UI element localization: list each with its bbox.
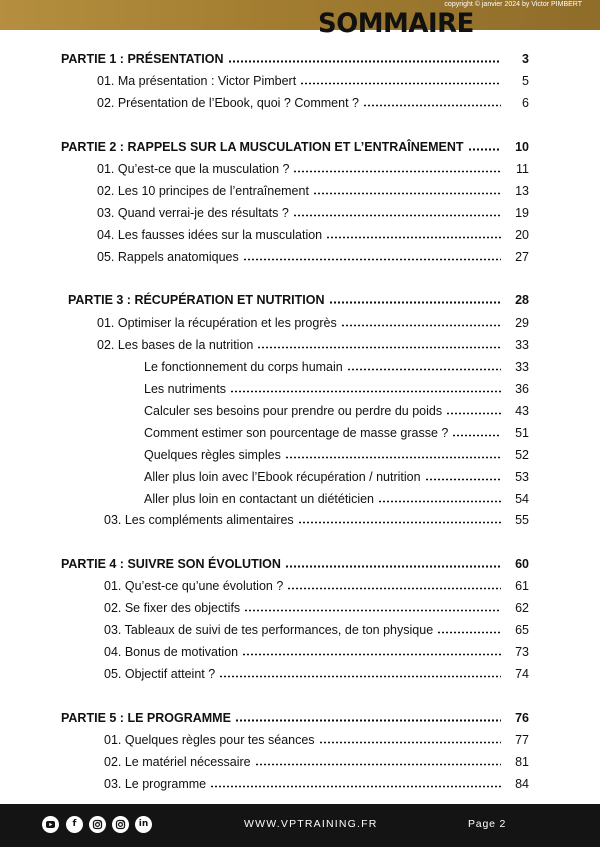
toc-page-number: 3 (522, 52, 529, 66)
toc-item-row[interactable] (104, 578, 501, 594)
toc-page-number: 53 (515, 470, 529, 484)
dot-leader (378, 500, 501, 503)
toc-page-number: 33 (515, 338, 529, 352)
website-link[interactable]: WWW.VPTRAINING.FR (244, 818, 378, 830)
dot-leader (298, 521, 501, 524)
instagram-icon[interactable] (112, 816, 129, 833)
toc-entry-label: 03. Tableaux de suivi de tes performances, de ton physique (104, 623, 434, 637)
toc-entry-label: 03. Le programme (104, 777, 207, 791)
linkedin-icon[interactable]: in (135, 816, 152, 833)
toc-entry-label: Aller plus loin avec l’Ebook récupération / nutrition (144, 470, 421, 484)
toc-entry-label: 01. Ma présentation : Victor Pimbert (97, 74, 297, 88)
instagram-icon[interactable] (89, 816, 106, 833)
dot-leader (329, 301, 502, 304)
toc-entry-label: Les nutriments (144, 382, 226, 396)
toc-page-number: 28 (515, 293, 529, 307)
toc-item-row[interactable] (97, 249, 501, 265)
dot-leader (347, 368, 501, 371)
header-bar (0, 0, 600, 30)
dot-leader (468, 148, 501, 151)
dot-leader (230, 390, 501, 393)
toc-entry-label: Aller plus loin en contactant un diététicien (144, 492, 375, 506)
copyright-notice: copyright © janvier 2024 by Victor PIMBERT (444, 1, 582, 8)
toc-entry-label: 01. Quelques règles pour tes séances (104, 733, 315, 747)
toc-part-row[interactable] (61, 556, 501, 572)
toc-entry-label: PARTIE 5 : LE PROGRAMME (61, 711, 231, 725)
toc-entry-label: 05. Objectif atteint ? (104, 667, 216, 681)
dot-leader (446, 412, 501, 415)
toc-entry-label: 01. Qu’est-ce que la musculation ? (97, 162, 290, 176)
toc-page-number: 76 (515, 711, 529, 725)
toc-item-row[interactable] (104, 622, 501, 638)
toc-entry-label: 04. Les fausses idées sur la musculation (97, 228, 323, 242)
toc-page-number: 51 (515, 426, 529, 440)
dot-leader (257, 346, 501, 349)
toc-item-row[interactable] (97, 95, 501, 111)
toc-page-number: 77 (515, 733, 529, 747)
dot-leader (326, 236, 501, 239)
toc-entry-label: Quelques règles simples (144, 448, 281, 462)
facebook-icon[interactable]: f (66, 816, 83, 833)
toc-entry-label: Le fonctionnement du corps humain (144, 360, 343, 374)
toc-entry-label: 02. Les bases de la nutrition (97, 338, 254, 352)
dot-leader (255, 763, 501, 766)
toc-entry-label: 02. Le matériel nécessaire (104, 755, 251, 769)
toc-page-number: 84 (515, 777, 529, 791)
toc-item-row[interactable] (104, 512, 501, 528)
toc-item-row[interactable] (97, 315, 501, 331)
toc-page-number: 74 (515, 667, 529, 681)
dot-leader (287, 587, 501, 590)
toc-page-number: 6 (522, 96, 529, 110)
dot-leader (242, 653, 501, 656)
toc-page-number: 60 (515, 557, 529, 571)
toc-page-number: 61 (515, 579, 529, 593)
toc-entry-label: PARTIE 3 : RÉCUPÉRATION ET NUTRITION (68, 293, 325, 307)
toc-page-number: 81 (515, 755, 529, 769)
toc-subitem-row[interactable] (144, 403, 501, 419)
toc-item-row[interactable] (97, 337, 501, 353)
toc-page-number: 11 (516, 162, 529, 176)
toc-item-row[interactable] (97, 227, 501, 243)
toc-entry-label: 02. Présentation de l’Ebook, quoi ? Comment ? (97, 96, 359, 110)
toc-part-row[interactable] (61, 710, 501, 726)
page-title: SOMMAIRE (318, 8, 474, 39)
toc-page-number: 10 (515, 140, 529, 154)
toc-item-row[interactable] (104, 666, 501, 682)
toc-entry-label: Comment estimer son pourcentage de masse grasse ? (144, 426, 449, 440)
toc-page-number: 20 (515, 228, 529, 242)
dot-leader (235, 719, 501, 722)
dot-leader (285, 456, 501, 459)
toc-item-row[interactable] (104, 754, 501, 770)
toc-page-number: 65 (515, 623, 529, 637)
toc-page-number: 29 (515, 316, 529, 330)
toc-item-row[interactable] (97, 183, 501, 199)
toc-subitem-row[interactable] (144, 359, 501, 375)
dot-leader (437, 631, 501, 634)
toc-subitem-row[interactable] (144, 381, 501, 397)
toc-page-number: 52 (515, 448, 529, 462)
toc-page-number: 62 (515, 601, 529, 615)
toc-entry-label: Calculer ses besoins pour prendre ou perdre du poids (144, 404, 443, 418)
toc-entry-label: 02. Les 10 principes de l’entraînement (97, 184, 309, 198)
dot-leader (319, 741, 501, 744)
toc-entry-label: 01. Qu’est-ce qu’une évolution ? (104, 579, 284, 593)
toc-page-number: 43 (515, 404, 529, 418)
toc-part-row[interactable] (68, 292, 501, 308)
dot-leader (300, 82, 501, 85)
toc-entry-label: PARTIE 1 : PRÉSENTATION (61, 52, 224, 66)
toc-entry-label: PARTIE 4 : SUIVRE SON ÉVOLUTION (61, 557, 281, 571)
toc-entry-label: 03. Quand verrai-je des résultats ? (97, 206, 289, 220)
toc-page-number: 36 (515, 382, 529, 396)
toc-subitem-row[interactable] (144, 447, 501, 463)
toc-entry-label: 05. Rappels anatomiques (97, 250, 239, 264)
toc-entry-label: 02. Se fixer des objectifs (104, 601, 241, 615)
dot-leader (285, 565, 501, 568)
dot-leader (313, 192, 501, 195)
toc-item-row[interactable] (104, 644, 501, 660)
toc-page-number: 5 (522, 74, 529, 88)
youtube-icon[interactable] (42, 816, 59, 833)
dot-leader (243, 258, 501, 261)
dot-leader (363, 104, 501, 107)
dot-leader (425, 478, 501, 481)
toc-item-row[interactable] (104, 600, 501, 616)
dot-leader (228, 60, 501, 63)
toc-page-number: 55 (515, 513, 529, 527)
dot-leader (293, 170, 501, 173)
dot-leader (210, 785, 501, 788)
toc-entry-label: PARTIE 2 : RAPPELS SUR LA MUSCULATION ET L’ENTRAÎNEMENT (61, 140, 464, 154)
toc-subitem-row[interactable] (144, 425, 501, 441)
toc-page-number: 13 (515, 184, 529, 198)
toc-item-row[interactable] (97, 161, 501, 177)
toc-page-number: 33 (515, 360, 529, 374)
dot-leader (293, 214, 501, 217)
dot-leader (219, 675, 501, 678)
toc-item-row[interactable] (104, 776, 501, 792)
toc-item-row[interactable] (97, 205, 501, 221)
toc-part-row[interactable] (61, 51, 501, 67)
toc-page-number: 54 (515, 492, 529, 506)
page-number: Page 2 (468, 818, 507, 830)
dot-leader (452, 434, 501, 437)
dot-leader (341, 324, 501, 327)
toc-subitem-row[interactable] (144, 469, 501, 485)
toc-page-number: 27 (515, 250, 529, 264)
toc-page-number: 73 (515, 645, 529, 659)
toc-entry-label: 01. Optimiser la récupération et les progrès (97, 316, 337, 330)
toc-item-row[interactable] (104, 732, 501, 748)
toc-page-number: 19 (515, 206, 529, 220)
toc-item-row[interactable] (97, 73, 501, 89)
dot-leader (244, 609, 501, 612)
toc-subitem-row[interactable] (144, 491, 501, 507)
footer-bar (0, 804, 600, 847)
toc-entry-label: 04. Bonus de motivation (104, 645, 239, 659)
toc-entry-label: 03. Les compléments alimentaires (104, 513, 294, 527)
toc-part-row[interactable] (61, 139, 501, 155)
